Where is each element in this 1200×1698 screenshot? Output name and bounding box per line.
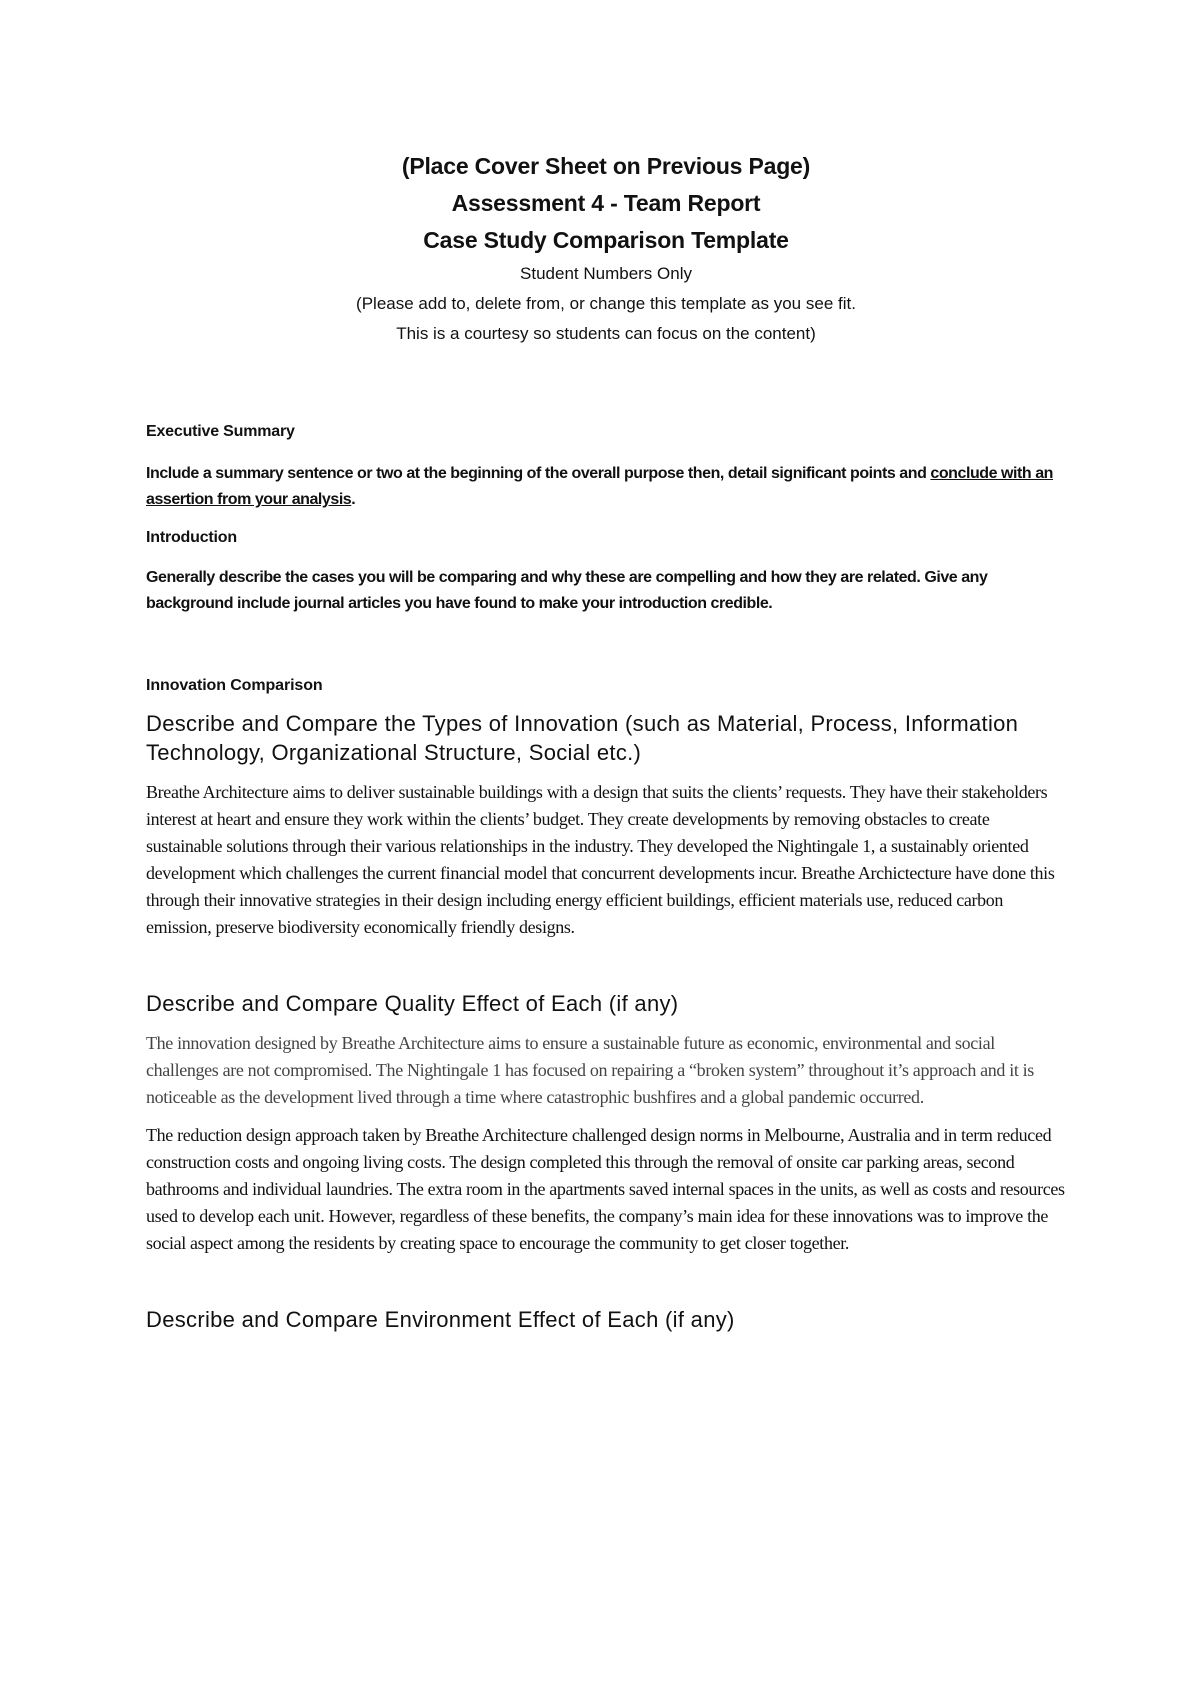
innovation-types-paragraph: Breathe Architecture aims to deliver sustainable buildings with a design that suits the clients’ requests. They have their stakeholders interest at heart and ensure they work within the clients’ budget. They create developments by removing obstacles to create sustainable solutions through their various relationships in the industry. They developed the Nightingale 1, a sustainably oriented development which challenges the current financial model that concurrent developments incur. Breathe Archictecture have done this through their innovative strategies in their design including energy efficient buildings, efficient materials use, reduced carbon emission, preserve biodiversity economically friendly designs. bbox=[146, 782, 1055, 937]
quality-effect-paragraph-2: The reduction design approach taken by Breathe Architecture challenged design norms in Melbourne, Australia and in term reduced construction costs and ongoing living costs. The design completed this through the removal of onsite car parking areas, second bathrooms and individual laundries. The extra room in the apartments saved internal spaces in the units, as well as costs and resources used to develop each unit. However, regardless of these benefits, the company’s main idea for these innovations was to improve the social aspect among the residents by creating space to encourage the community to get closer together. bbox=[146, 1125, 1065, 1253]
template-instructions-line2: This is a courtesy so students can focus on the content) bbox=[396, 324, 816, 343]
cover-sheet-note: (Place Cover Sheet on Previous Page) bbox=[401, 153, 811, 179]
innovation-comparison-label: Innovation Comparison bbox=[146, 677, 323, 694]
student-numbers-note: Student Numbers Only bbox=[520, 264, 692, 283]
assessment-title: Assessment 4 - Team Report bbox=[451, 190, 761, 216]
executive-summary-text-main: Include a summary sentence or two at the beginning of the overall purpose then, detail significant points and bbox=[146, 465, 931, 482]
executive-summary-text bbox=[146, 461, 1066, 513]
innovation-types-heading: Describe and Compare the Types of Innovation (such as Material, Process, Information Technology, Organizational Structure, Social etc.) bbox=[146, 711, 1019, 765]
environment-effect-heading: Describe and Compare Environment Effect of Each (if any) bbox=[146, 1307, 735, 1332]
executive-summary-label: Executive Summary bbox=[146, 423, 295, 440]
introduction-text: Generally describe the cases you will be comparing and why these are compelling and how they are related. Give any background include journal articles you have found to make your introduction credible. bbox=[146, 569, 988, 612]
introduction-label: Introduction bbox=[146, 529, 237, 546]
executive-summary-text-end: . bbox=[351, 491, 356, 508]
template-instructions-line1: (Please add to, delete from, or change this template as you see fit. bbox=[356, 294, 856, 313]
executive-summary-text-underlined: conclude with an assertion from your analysis bbox=[146, 465, 1053, 508]
template-title: Case Study Comparison Template bbox=[423, 227, 789, 253]
quality-effect-heading: Describe and Compare Quality Effect of Each (if any) bbox=[146, 991, 679, 1016]
quality-effect-paragraph-1: The innovation designed by Breathe Architecture aims to ensure a sustainable future as economic, environmental and social challenges are not compromised. The Nightingale 1 has focused on repairing a “broken system” throughout it’s approach and it is noticeable as the development lived through a time where catastrophic bushfires and a global pandemic occurred. bbox=[146, 1033, 1034, 1107]
document-content bbox=[146, 148, 1066, 1334]
